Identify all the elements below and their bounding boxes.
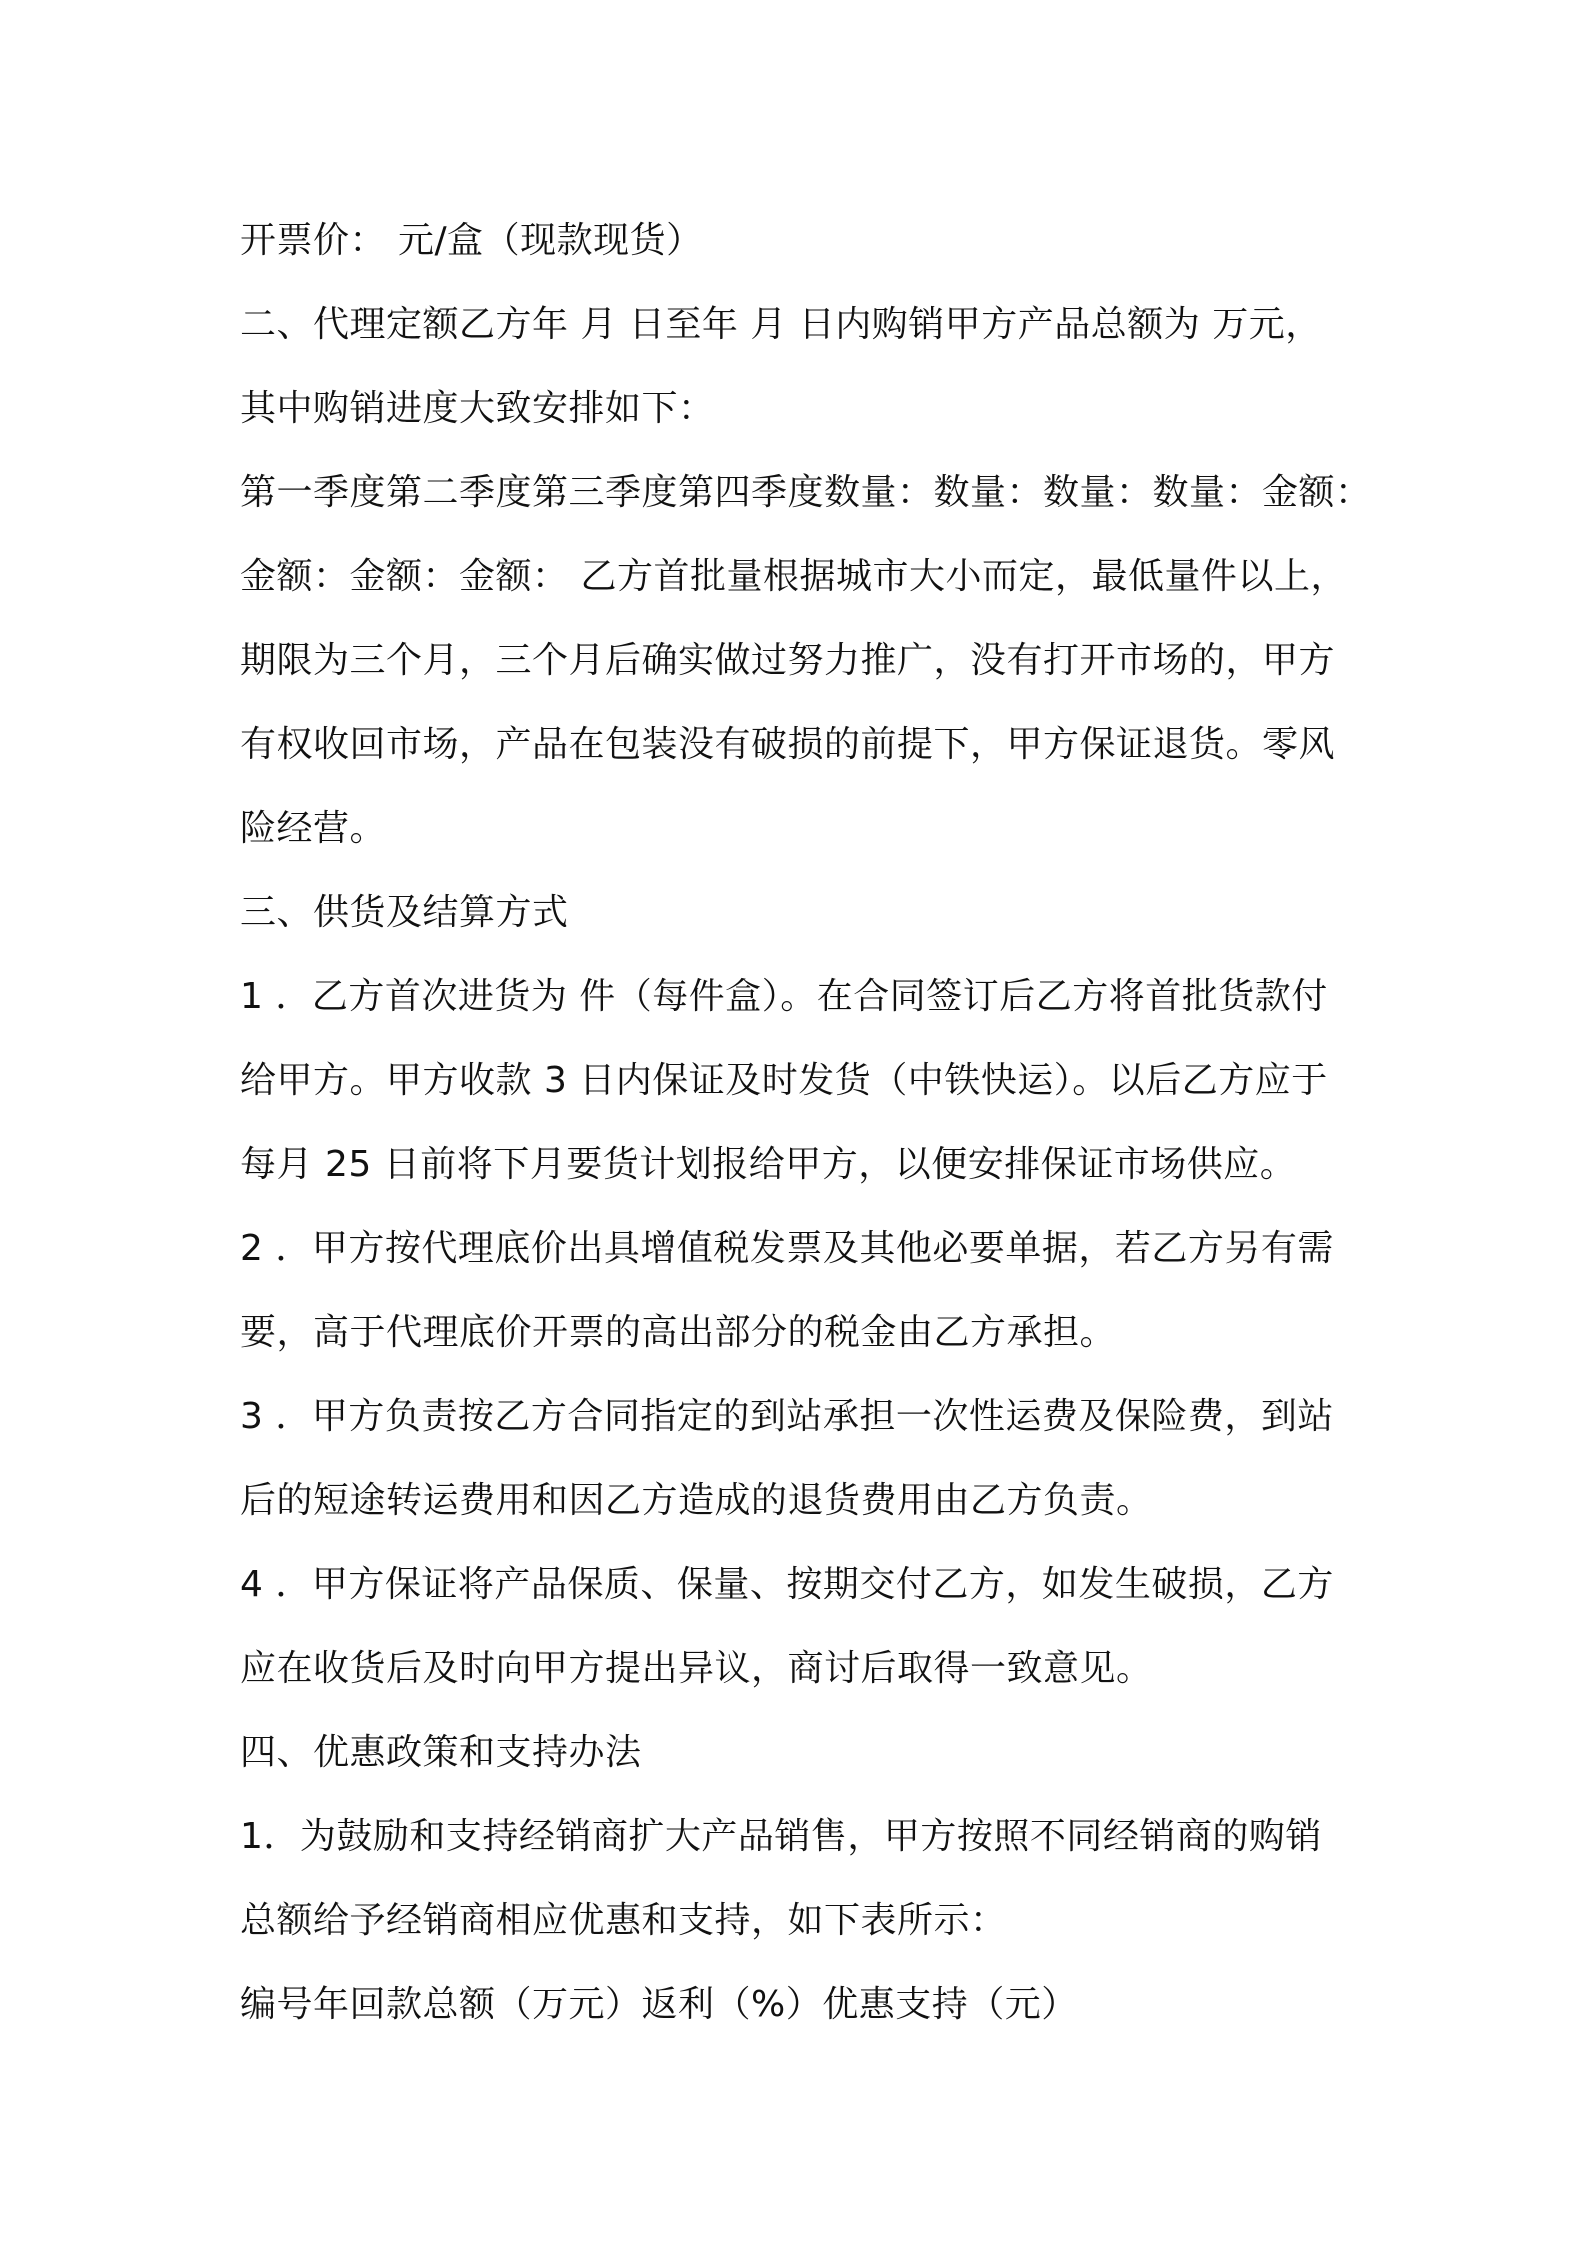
text-line-return-policy: 有权收回市场，产品在包装没有破损的前提下，甲方保证退货。零风 [240,724,1336,765]
text-line-item-3b: 后的短途转运费用和因乙方造成的退货费用由乙方负责。 [240,1480,1153,1521]
text-line-item-2b: 要，高于代理底价开票的高出部分的税金由乙方承担。 [240,1312,1117,1353]
section-heading-incentives: 四、优惠政策和支持办法 [240,1732,642,1773]
text-line-item-1a: 1 ．乙方首次进货为 件（每件盒）。在合同签订后乙方将首批货款付 [240,976,1328,1017]
text-line-term: 期限为三个月，三个月后确实做过努力推广，没有打开市场的，甲方 [240,640,1336,681]
document-body [240,199,1370,2047]
text-line-amounts: 金额：金额：金额： 乙方首批量根据城市大小而定，最低量件以上， [240,556,1347,597]
text-line-incentive-1a: 1．为鼓励和支持经销商扩大产品销售，甲方按照不同经销商的购销 [240,1816,1322,1857]
text-line-item-2a: 2 ．甲方按代理底价出具增值税发票及其他必要单据，若乙方另有需 [240,1228,1334,1269]
text-line-item-1c: 每月 25 日前将下月要货计划报给甲方，以便安排保证市场供应。 [240,1144,1297,1185]
text-line-quarters: 第一季度第二季度第三季度第四季度数量：数量：数量：数量：金额： [240,472,1372,513]
text-line-incentive-1b: 总额给予经销商相应优惠和支持，如下表所示： [240,1900,1007,1941]
text-line-invoice-price: 开票价： 元/盒（现款现货） [240,220,703,261]
text-line-item-1b: 给甲方。甲方收款 3 日内保证及时发货（中铁快运）。以后乙方应于 [240,1060,1328,1101]
text-line-item-4a: 4 ．甲方保证将产品保质、保量、按期交付乙方，如发生破损，乙方 [240,1564,1334,1605]
text-line-schedule-intro: 其中购销进度大致安排如下： [240,388,715,429]
text-line-item-3a: 3 ．甲方负责按乙方合同指定的到站承担一次性运费及保险费，到站 [240,1396,1334,1437]
text-line-item-4b: 应在收货后及时向甲方提出异议，商讨后取得一致意见。 [240,1648,1153,1689]
text-line-quota-heading: 二、代理定额乙方年 月 日至年 月 日内购销甲方产品总额为 万元， [240,304,1322,345]
section-heading-supply: 三、供货及结算方式 [240,892,569,933]
text-line-zero-risk: 险经营。 [240,808,387,849]
table-header-line: 编号年回款总额（万元）返利（%）优惠支持（元） [240,1984,1078,2025]
